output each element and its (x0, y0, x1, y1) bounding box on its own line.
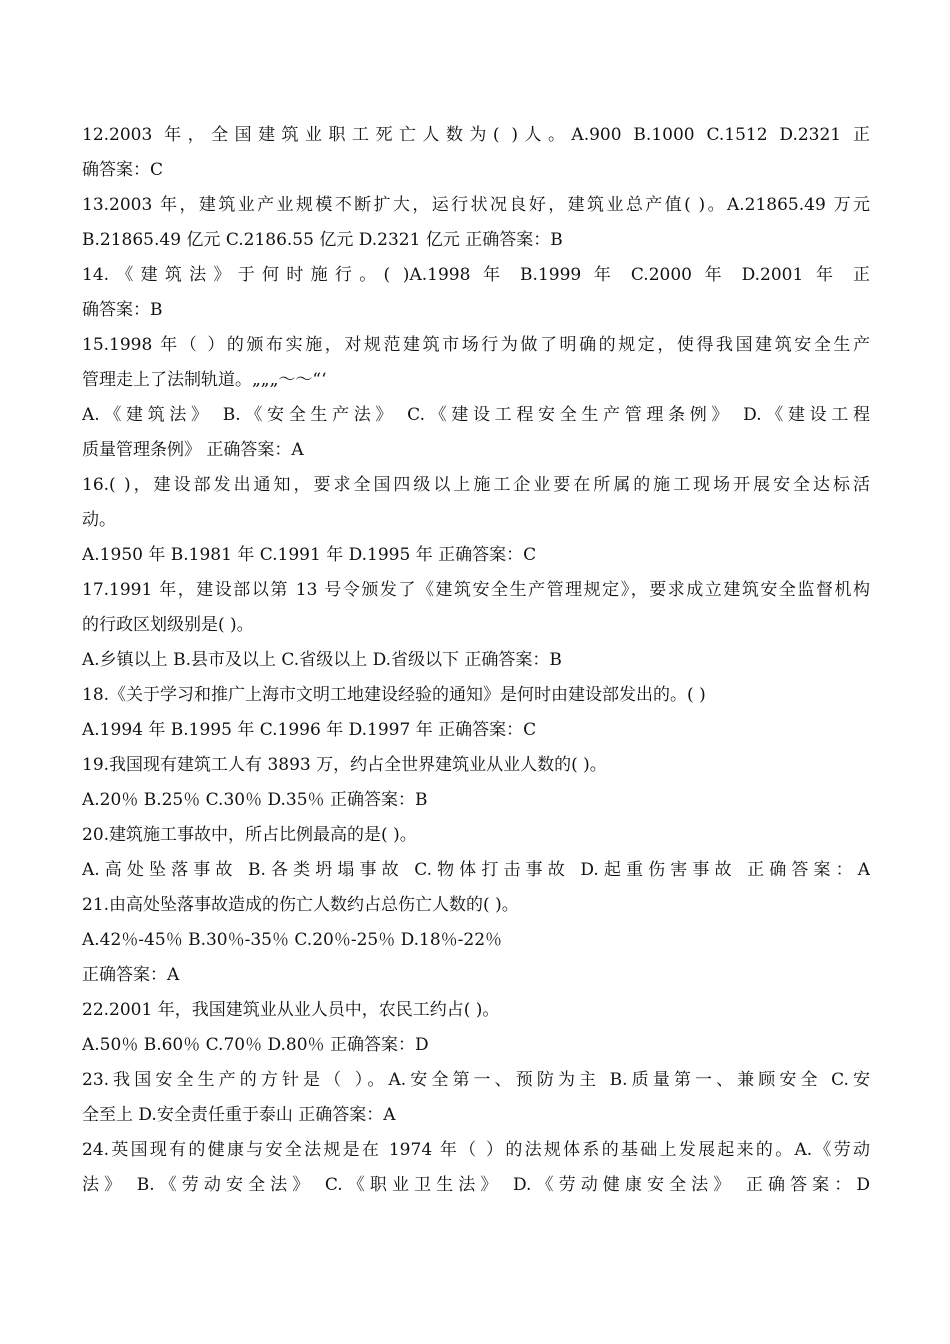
text-line: B.21865.49 亿元 C.2186.55 亿元 D.2321 亿元 正确答案：B (82, 230, 563, 250)
text-line: 全至上 D.安全责任重于泰山 正确答案：A (82, 1105, 396, 1125)
text-line: A.1994 年 B.1995 年 C.1996 年 D.1997 年 正确答案：C (82, 720, 537, 740)
text-line: 13.2003 年，建筑业产业规模不断扩大，运行状况良好，建筑业总产值( )。A.21865.49 万元 (82, 195, 870, 215)
text-line: A.高处坠落事故 B.各类坍塌事故 C.物体打击事故 D.起重伤害事故 正确答案：A (82, 860, 870, 880)
text-line: 确答案：B (82, 300, 163, 320)
text-line: 16.( )，建设部发出通知，要求全国四级以上施工企业要在所属的施工现场开展安全达标活 (82, 475, 870, 495)
text-line: 21.由高处坠落事故造成的伤亡人数约占总伤亡人数的( )。 (82, 895, 519, 915)
text-line: 12.2003 年，全国建筑业职工死亡人数为( )人。A.900 B.1000 C.1512 D.2321 正 (82, 125, 870, 145)
text-line: A.20％ B.25％ C.30％ D.35％ 正确答案：B (82, 790, 428, 810)
text-line: 正确答案：A (82, 965, 180, 985)
text-line: 24.英国现有的健康与安全法规是在 1974 年（ ）的法规体系的基础上发展起来的。A.《劳动 (82, 1140, 870, 1160)
document-page (82, 118, 870, 1203)
text-line: 15.1998 年（ ）的颁布实施，对规范建筑市场行为做了明确的规定，使得我国建筑安全生产 (82, 335, 870, 355)
text-line: A.1950 年 B.1981 年 C.1991 年 D.1995 年 正确答案：C (82, 545, 537, 565)
question-list (82, 118, 870, 1203)
text-line: A.乡镇以上 B.县市及以上 C.省级以上 D.省级以下 正确答案：B (82, 650, 562, 670)
text-line: A.42％-45％ B.30％-35％ C.20％-25％ D.18％-22％ (82, 930, 503, 950)
text-line: 19.我国现有建筑工人有 3893 万，约占全世界建筑业从业人数的( )。 (82, 755, 607, 775)
text-line: 17.1991 年，建设部以第 13 号令颁发了《建筑安全生产管理规定》，要求成立建筑安全监督机构 (82, 580, 870, 600)
text-line: 20.建筑施工事故中，所占比例最高的是( )。 (82, 825, 417, 845)
text-line: 质量管理条例》 正确答案：A (82, 440, 304, 460)
text-line: 23.我国安全生产的方针是（ ）。A.安全第一、预防为主 B.质量第一、兼顾安全 C.安 (82, 1070, 870, 1090)
text-line: 法》 B.《劳动安全法》 C.《职业卫生法》 D.《劳动健康安全法》 正确答案：D (82, 1175, 870, 1195)
text-line: A.50％ B.60％ C.70％ D.80％ 正确答案：D (82, 1035, 429, 1055)
text-line: 管理走上了法制轨道。„„„～～“‘ (82, 370, 327, 390)
text-line: 14.《建筑法》于何时施行。( )A.1998 年 B.1999 年 C.2000 年 D.2001 年 正 (82, 265, 870, 285)
text-line: 的行政区划级别是( )。 (82, 615, 254, 635)
text-line: 动。 (82, 510, 116, 530)
text-line: 22.2001 年，我国建筑业从业人员中，农民工约占( )。 (82, 1000, 500, 1020)
text-line: 18.《关于学习和推广上海市文明工地建设经验的通知》是何时由建设部发出的。( ) (82, 685, 706, 705)
text-line: A.《建筑法》 B.《安全生产法》 C.《建设工程安全生产管理条例》 D.《建设工程 (82, 405, 870, 425)
text-line: 确答案：C (82, 160, 164, 180)
